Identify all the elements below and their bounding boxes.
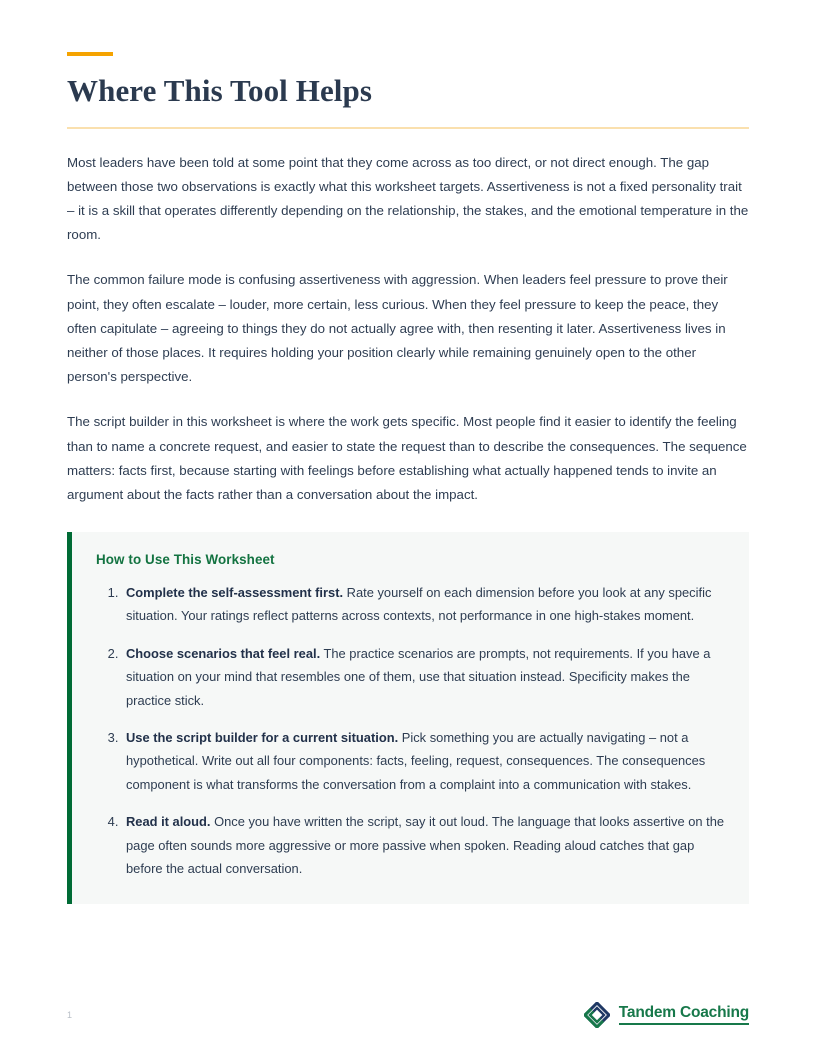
page-title: Where This Tool Helps: [67, 73, 373, 108]
page-number: 1: [67, 1010, 73, 1020]
brand-logo: [584, 1002, 749, 1028]
title-divider-rule: [67, 127, 749, 129]
callout-title: How to Use This Worksheet: [96, 552, 275, 567]
body-paragraph: The script builder in this worksheet is where the work gets specific. Most people find it easier to identify the feeling than to name a concrete request, and easier to state the request than to describe the consequences. The sequence matters: facts first, because starting with feelings before establishing what actually happened tends to invite an argument about the facts rather than a conversation about the impact.: [67, 414, 747, 503]
list-item: [122, 642, 725, 712]
body-paragraph: Most leaders have been told at some point that they come across as too direct, or not direct enough. The gap between those two observations is exactly what this worksheet targets. Assertiveness is not a fixed personality trait – it is a skill that operates differently depending on the relationship, the stakes, and the emotional temperature in the room.: [67, 154, 749, 243]
title-accent-bar: [67, 52, 113, 56]
list-item-text: The practice scenarios are prompts, not requirements. If you have a situation on your mind that resembles one of them, use that situation instead. Specificity makes the practice stick.: [126, 645, 711, 708]
body-paragraph: The common failure mode is confusing assertiveness with aggression. When leaders feel pressure to prove their point, they often escalate – louder, more certain, less curious. When they feel pressure to keep the peace, they often capitulate – agreeing to things they do not actually agree with, then resenting it later. Assertiveness lives in neither of those places. It requires holding your position clearly while remaining genuinely open to the other person's perspective.: [67, 272, 728, 385]
list-item: [122, 810, 725, 880]
list-item: [122, 581, 725, 628]
list-item-lead: Complete the self-assessment first.: [126, 585, 344, 600]
page-content: [67, 0, 749, 507]
body-copy: [67, 151, 749, 508]
list-item-text: Rate yourself on each dimension before you look at any specific situation. Your ratings reflect patterns across contexts, not performance in one high-stakes moment.: [126, 585, 712, 624]
diamond-logo-icon: [584, 1002, 610, 1028]
list-item: [122, 726, 725, 796]
list-item-text: Once you have written the script, say it out loud. The language that looks assertive on the page often sounds more aggressive or more passive when spoken. Reading aloud catches that gap before the actual conversation.: [126, 814, 725, 877]
how-to-use-callout: [67, 532, 749, 904]
list-item-text: Pick something you are actually navigating – not a hypothetical. Write out all four components: facts, feeling, request, consequences. The consequences component is what transforms the conversation from a complaint into a communication with stakes.: [126, 730, 706, 792]
list-item-lead: Choose scenarios that feel real.: [126, 645, 321, 661]
callout-instruction-list: [96, 581, 725, 880]
list-item-lead: Use the script builder for a current situation.: [126, 730, 399, 746]
page-footer: [0, 1000, 816, 1040]
list-item-lead: Read it aloud.: [126, 814, 211, 830]
brand-name: Tandem Coaching: [619, 1005, 749, 1025]
